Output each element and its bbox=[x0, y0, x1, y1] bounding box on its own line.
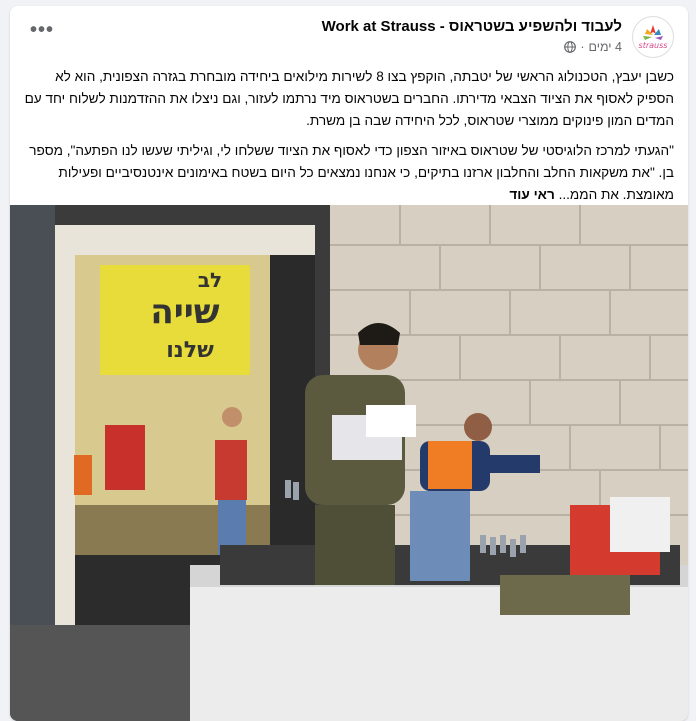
post-time[interactable]: 4 ימים bbox=[588, 40, 622, 54]
post-photo[interactable] bbox=[10, 205, 688, 721]
photo-illustration bbox=[10, 205, 688, 721]
post-paragraph-1: כשבן יעבץ, הטכנולוג הראשי של יטבתה, הוקפץ בצו 8 לשירות מילואים ביחידה מובחרת בגזרה הצפונית, הוא לא הספיק לאסוף את הציוד הצבאי מדירתו. החברים בשטראוס מיד נרתמו לעזור, וגם ניצלו את ההזדמנות לשלוח יחד עם המדים המון פינוקים ממוצרי שטראוס, לכל היחידה שבה בן משרת. bbox=[24, 69, 674, 128]
post-paragraph-2-text: "הגעתי למרכז הלוגיסטי של שטראוס באיזור הצפון כדי לאסוף את הציוד ששלחו לי, וגיליתי שעשו לנו הפתעה", מספר בן. "את משקאות החלב והחלבון ארזנו בתיקים, כי אנחנו נמצאים כל היום בשטח באימונים אינטנסיביים ופעילות מאומצת. את הממ... bbox=[29, 143, 674, 202]
post-card bbox=[10, 6, 688, 721]
see-more-link[interactable]: ראי עוד bbox=[509, 187, 555, 202]
more-options-button[interactable]: ••• bbox=[30, 19, 55, 41]
strauss-logo-icon bbox=[633, 17, 673, 57]
post-paragraph-2 bbox=[22, 140, 674, 206]
wall-sign-line2: שייה bbox=[150, 292, 220, 332]
svg-text:strauss: strauss bbox=[638, 41, 668, 50]
wall-sign-line3: שלנו bbox=[166, 338, 214, 363]
page-avatar[interactable] bbox=[632, 16, 674, 58]
meta-separator: · bbox=[580, 40, 585, 54]
post-header bbox=[10, 6, 688, 62]
globe-icon bbox=[564, 41, 576, 53]
post-text bbox=[22, 66, 674, 214]
page-name-link[interactable]: לעבוד ולהשפיע בשטראוס - Work at Strauss bbox=[321, 18, 622, 35]
wall-sign-line1: לב bbox=[197, 268, 223, 292]
post-meta bbox=[564, 40, 622, 54]
